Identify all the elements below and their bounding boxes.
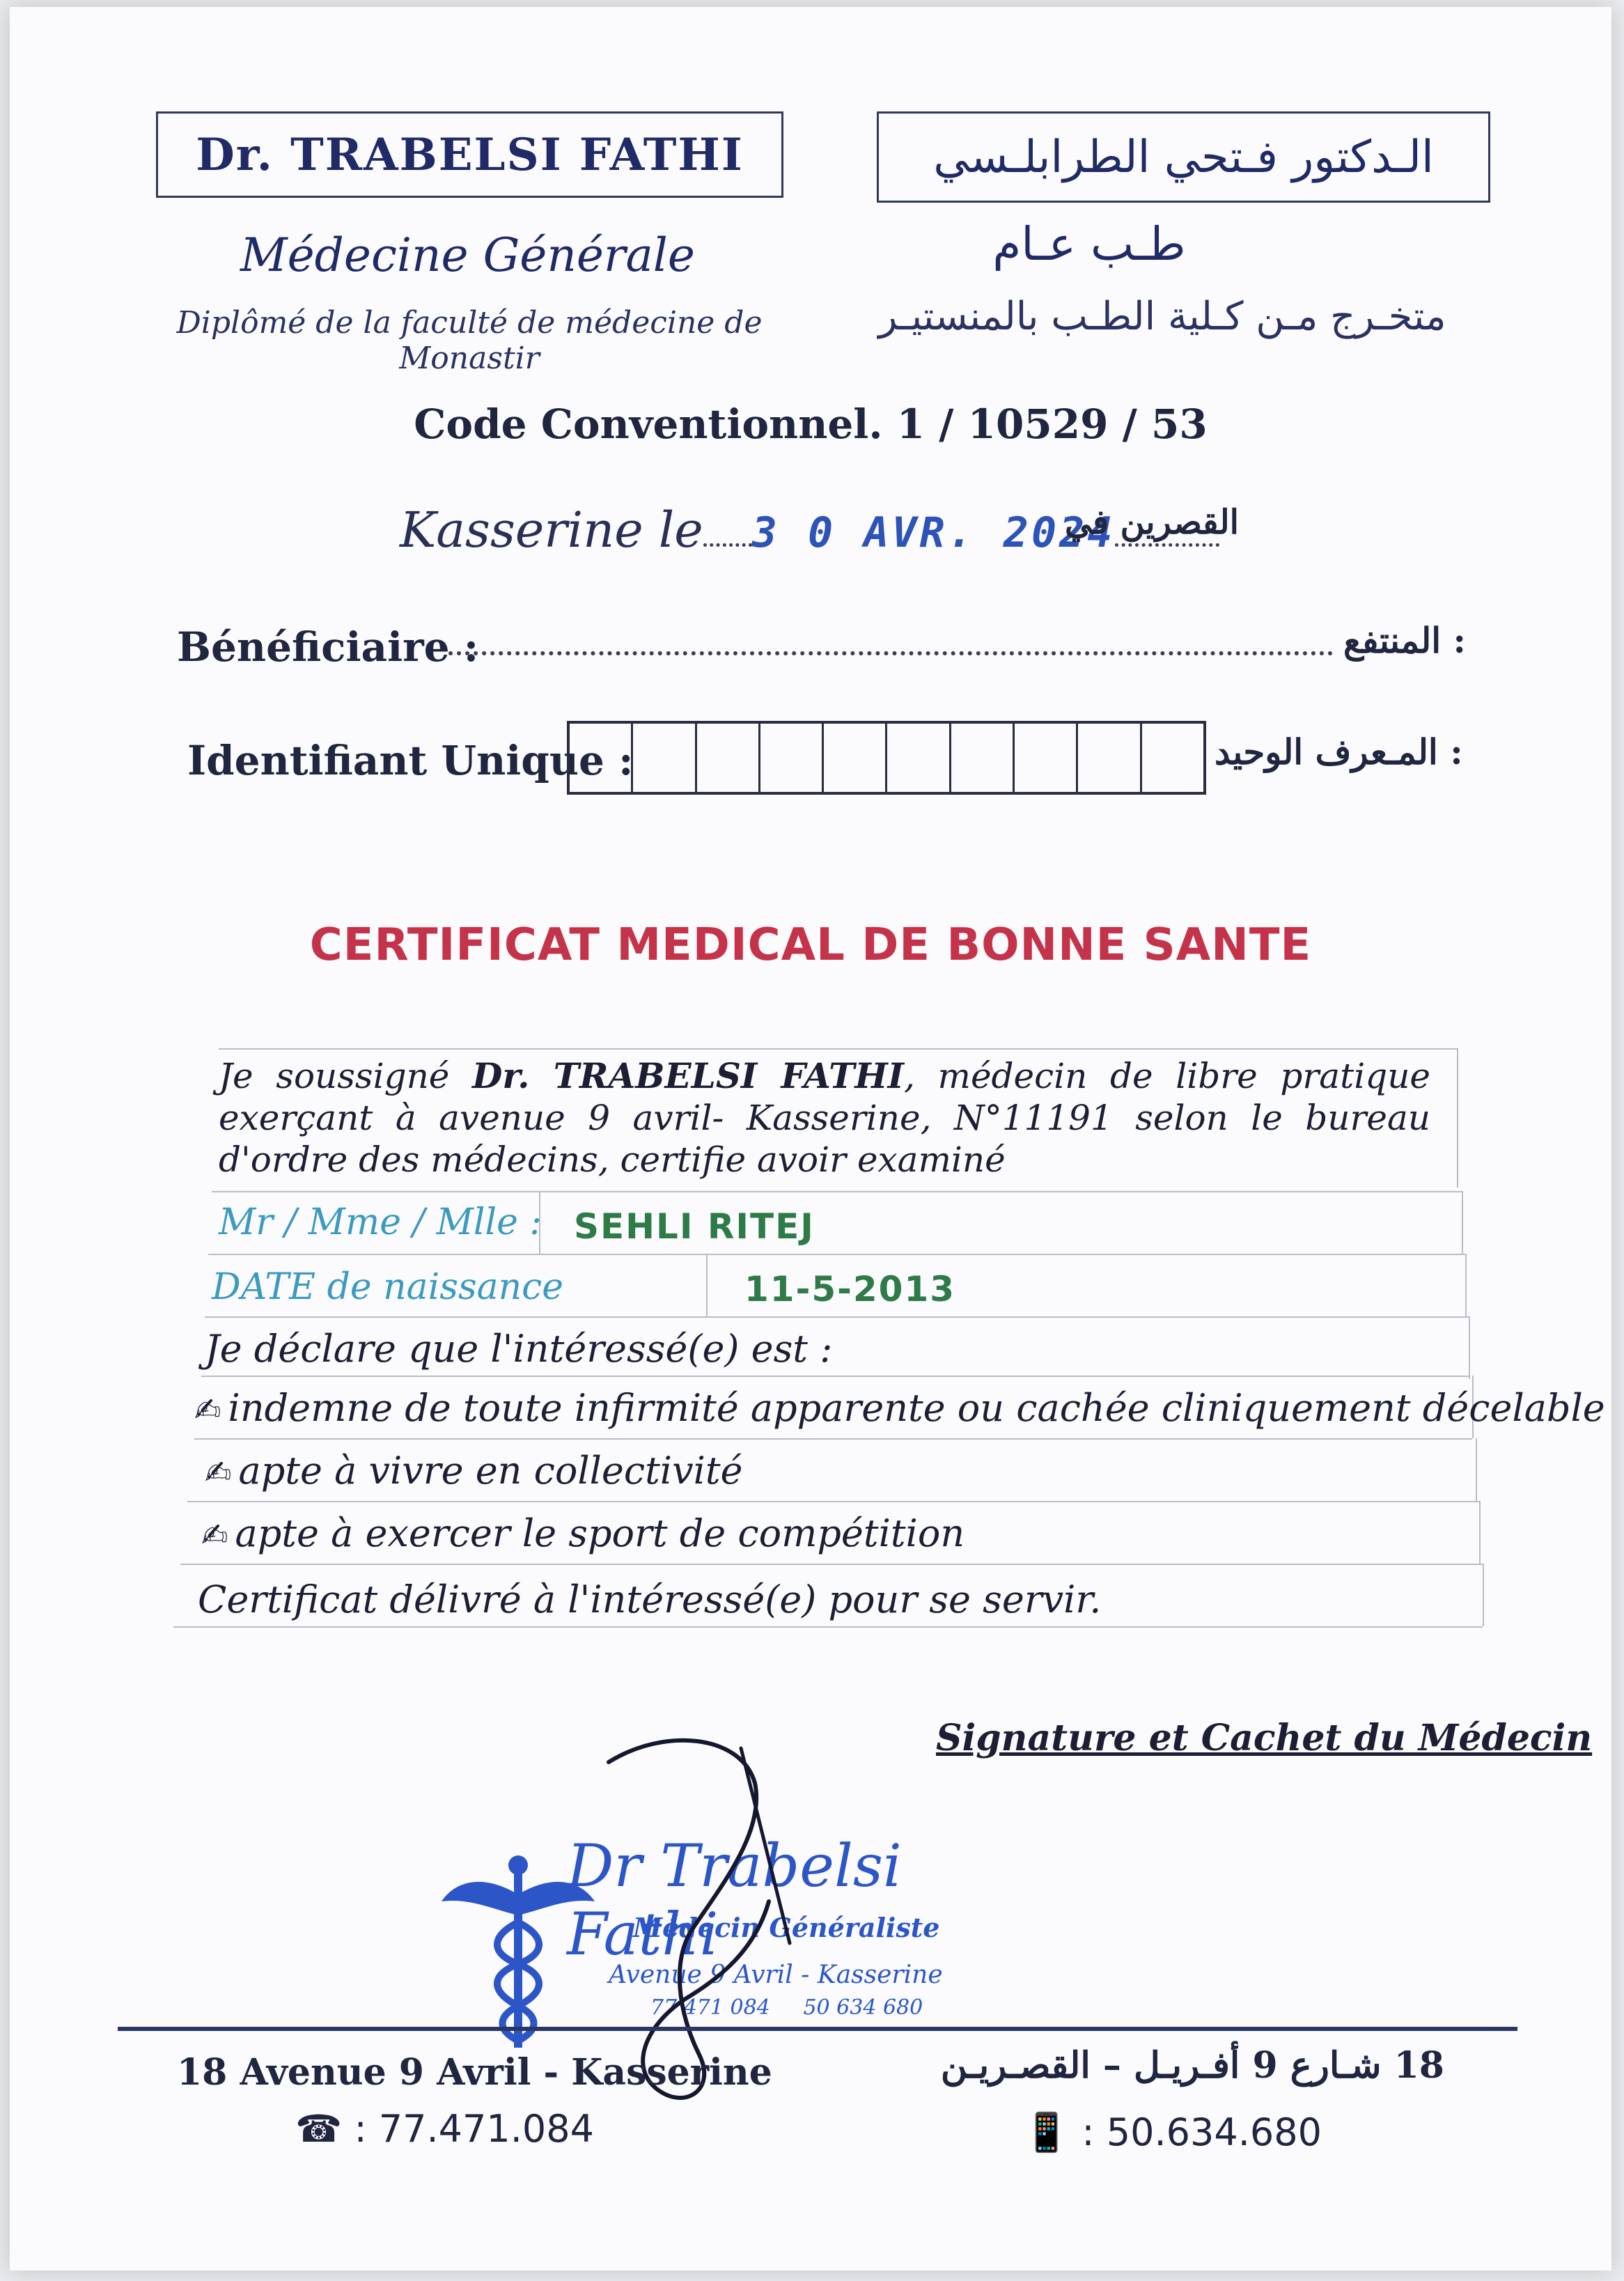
- phone-mobile: 📱 : 50.634.680: [1023, 2110, 1322, 2154]
- footer-rule: [118, 2027, 1517, 2031]
- statement-item: ✍ indemne de toute infirmité apparente ou cachée cliniquement décelable: [194, 1386, 1605, 1430]
- doctor-name-ar: الـدكتور فـتحي الطرابلـسي: [877, 111, 1490, 203]
- patient-label: Mr / Mme / Mlle :: [219, 1201, 542, 1243]
- stamp-phones: 77 471 084 50 634 680: [650, 1995, 923, 2020]
- certificate-title: CERTIFICAT MEDICAL DE BONNE SANTE: [309, 919, 1312, 971]
- intro-prefix: Je soussigné: [219, 1056, 473, 1096]
- check-icon: ✍: [194, 1391, 221, 1428]
- intro-rest: , médecin de libre pratique exerçant à avenue 9 avril- Kasserine, N°11191 selon le bureau d'ordre des médecins, certifie avoir examiné: [219, 1056, 1430, 1180]
- statement-item: ✍ apte à exercer le sport de compétition: [201, 1511, 965, 1555]
- beneficiaire-field[interactable]: [448, 651, 1333, 655]
- declaration: Je déclare que l'intéressé(e) est :: [205, 1327, 833, 1371]
- patient-name[interactable]: SEHLI RITEJ: [574, 1206, 815, 1247]
- check-icon: ✍: [201, 1516, 228, 1554]
- identifiant-boxes[interactable]: [567, 721, 1206, 795]
- intro-paragraph: [219, 1055, 1430, 1181]
- telephone-icon: ☎: [295, 2107, 354, 2151]
- diploma-fr: Diplômé de la faculté de médecine de Monastir: [176, 305, 763, 376]
- intro-doctor-name: Dr. TRABELSI FATHI: [472, 1055, 904, 1096]
- specialty-fr: Médecine Générale: [240, 228, 695, 282]
- dob-value[interactable]: 11-5-2013: [744, 1269, 956, 1309]
- code-conventionnel: Code Conventionnel. 1 / 10529 / 53: [414, 400, 1208, 448]
- beneficiaire-label-ar: : المنتفع: [1343, 620, 1466, 661]
- identifiant-label-ar: : المـعرف الوحيد: [1215, 731, 1463, 772]
- phone-fixed: ☎ : 77.471.084: [295, 2107, 594, 2151]
- mobile-phone-icon: 📱: [1023, 2110, 1082, 2154]
- stamp-address: Avenue 9 Avril - Kasserine: [609, 1961, 943, 1989]
- dob-label: DATE de naissance: [212, 1266, 564, 1308]
- identifiant-label: Identifiant Unique :: [187, 737, 634, 784]
- closing-statement: Certificat délivré à l'intéressé(e) pour se servir.: [198, 1578, 1102, 1621]
- beneficiaire-label: Bénéficiaire :: [177, 623, 479, 671]
- city-ar: القصرين في: [1065, 503, 1239, 542]
- stamp-title: Médecin Généraliste: [633, 1912, 940, 1943]
- dots-left: [703, 543, 752, 547]
- city-fr: Kasserine le: [400, 501, 703, 559]
- check-icon: ✍: [205, 1454, 232, 1491]
- statement-item: ✍ apte à vivre en collectivité: [205, 1449, 743, 1493]
- diploma-ar: متخـرج مـن كـلية الطـب بالمنستيـر: [878, 294, 1446, 339]
- date-stamp: 3 0 AVR. 2024: [751, 508, 1116, 557]
- doctor-name-fr: Dr. TRABELSI FATHI: [156, 111, 783, 198]
- dots-right: [1115, 543, 1219, 547]
- specialty-ar: طـب عـام: [992, 217, 1186, 271]
- stamp-name: Dr Trabelsi Fathi: [567, 1832, 902, 1968]
- certificate-page: [10, 7, 1611, 2271]
- signature-label: Signature et Cachet du Médecin: [936, 1717, 1593, 1759]
- footer-address-fr: 18 Avenue 9 Avril - Kasserine: [177, 2051, 772, 2094]
- footer-address-ar: 18 شـارع 9 أفـريـل – القصـريـن: [940, 2044, 1444, 2087]
